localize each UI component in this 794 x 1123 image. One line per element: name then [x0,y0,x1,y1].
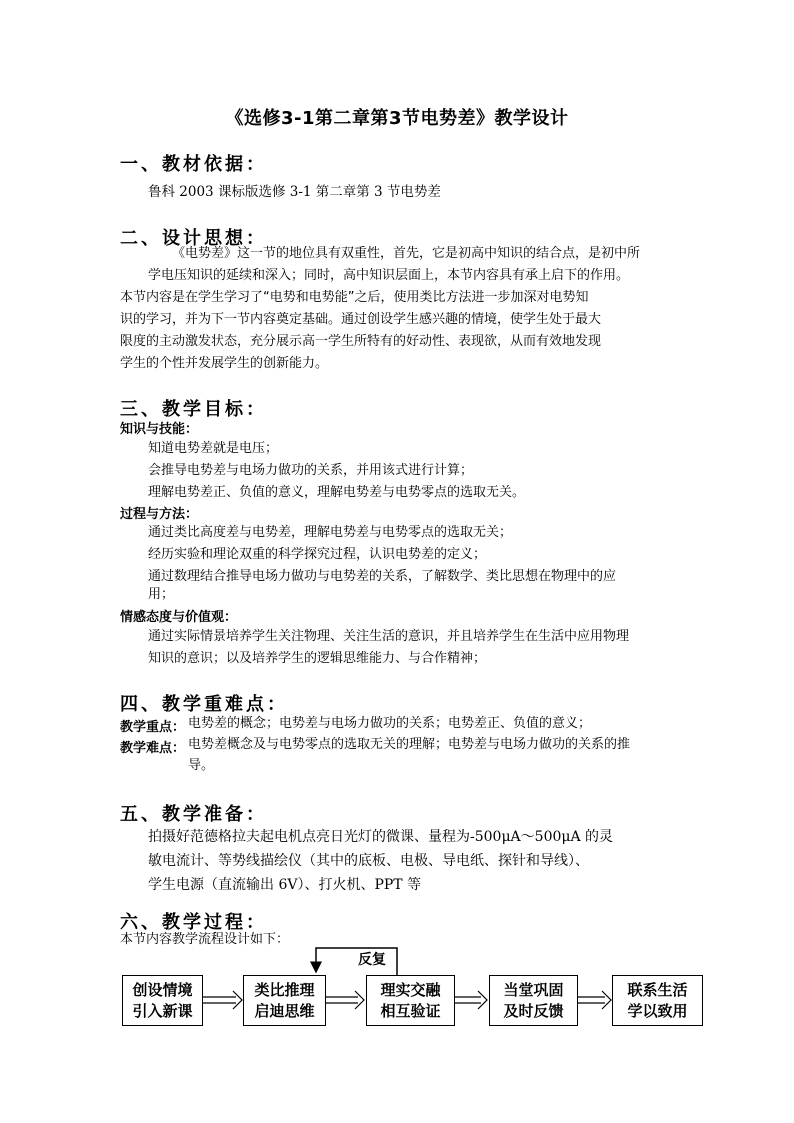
flow-arrow-1 [203,991,242,1009]
prep-line: 拍摄好范德格拉夫起电机点亮日光灯的微课、量程为-500μA～500μA 的灵 [148,829,614,845]
flow-step-text: 类比推理 [254,980,315,999]
flow-step-text: 相互验证 [380,1001,441,1020]
section-2-line: 学电压知识的延续和深入；同时，高中知识层面上，本节内容具有承上启下的作用。 [148,268,630,283]
process-line: 经历实验和理论双重的科学探究过程，认识电势差的定义； [148,547,487,562]
flow-step-text: 启迪思维 [254,1001,315,1020]
prep-line: 学生电源（直流输出 6V）、打火机、PPT 等 [148,877,422,893]
flow-step-5 [612,975,703,1026]
flow-arrow-3 [455,991,487,1009]
emotion-label: 情感态度与价值观： [120,610,238,625]
flow-step-text: 理实交融 [380,980,441,999]
flow-step-text: 学以致用 [627,1001,688,1020]
flow-step-1 [122,975,203,1026]
flow-step-text: 引入新课 [132,1001,193,1020]
flow-arrow-2 [326,991,364,1009]
section-2-line: 《电势差》这一节的地位具有双重性，首先，它是初高中知识的结合点，是初中所 [172,246,641,261]
prep-line: 敏电流计、等势线描绘仪（其中的底板、电极、导电纸、探针和导线）、 [148,853,589,869]
process-line: 通过类比高度差与电势差，理解电势差与电势零点的选取无关； [148,525,513,540]
key-point-text: 电势差的概念；电势差与电场力做功的关系；电势差正、负值的意义； [188,716,592,731]
emotion-line: 通过实际情景培养学生关注物理、关注生活的意识，并且培养学生在生活中应用物理 [148,629,630,644]
feedback-label: 反复 [358,952,386,968]
difficult-point-label: 教学难点： [120,741,186,756]
knowledge-line: 理解电势差正、负值的意义，理解电势差与电势零点的选取无关。 [148,485,526,500]
section-4-heading: 四、教学重难点： [120,694,288,715]
section-3-heading: 三、教学目标： [120,399,267,420]
process-intro: 本节内容教学流程设计如下： [120,932,290,947]
flow-arrow-4 [578,991,611,1009]
flow-step-text: 及时反馈 [503,1001,564,1020]
process-line: 通过数理结合推导电场力做功与电势差的关系，了解数学、类比思想在物理中的应 [148,569,617,584]
flow-step-text: 当堂巩固 [503,980,564,999]
section-2-line: 学生的个性并发展学生的创新能力。 [120,356,329,371]
knowledge-label: 知识与技能： [120,422,199,437]
process-line: 用； [148,587,175,602]
page-title: 《选修3-1第二章第3节电势差》教学设计 [225,108,569,129]
emotion-line: 知识的意识；以及培养学生的逻辑思维能力、与合作精神； [148,651,487,666]
section-1-line: 鲁科 2003 课标版选修 3-1 第二章第 3 节电势差 [148,184,441,200]
section-2-heading: 二、设计思想： [120,228,267,249]
section-2-line: 本节内容是在学生学习了“电势和电势能”之后，使用类比方法进一步加深对电势知 [120,290,589,305]
process-label: 过程与方法： [120,507,199,522]
flow-step-2 [243,975,326,1026]
flow-step-text: 创设情境 [132,980,193,999]
flow-step-3 [366,975,455,1026]
section-1-heading: 一、教材依据： [120,154,267,175]
knowledge-line: 知道电势差就是电压； [148,441,279,456]
flow-step-4 [489,975,578,1026]
knowledge-line: 会推导电势差与电场力做功的关系，并用该式进行计算； [148,463,474,478]
difficult-point-text: 导。 [188,758,215,773]
section-2-line: 限度的主动激发状态，充分展示高一学生所特有的好动性、表现欲，从而有效地发现 [120,334,602,349]
section-5-heading: 五、教学准备： [120,804,267,825]
difficult-point-text: 电势差概念及与电势零点的选取无关的理解；电势差与电场力做功的关系的推 [188,737,631,752]
key-point-label: 教学重点： [120,720,186,735]
flow-step-text: 联系生活 [627,980,688,999]
section-2-line: 识的学习，并为下一节内容奠定基础。通过创设学生感兴趣的情境，使学生处于最大 [120,312,602,327]
section-6-heading: 六、教学过程： [120,912,267,933]
